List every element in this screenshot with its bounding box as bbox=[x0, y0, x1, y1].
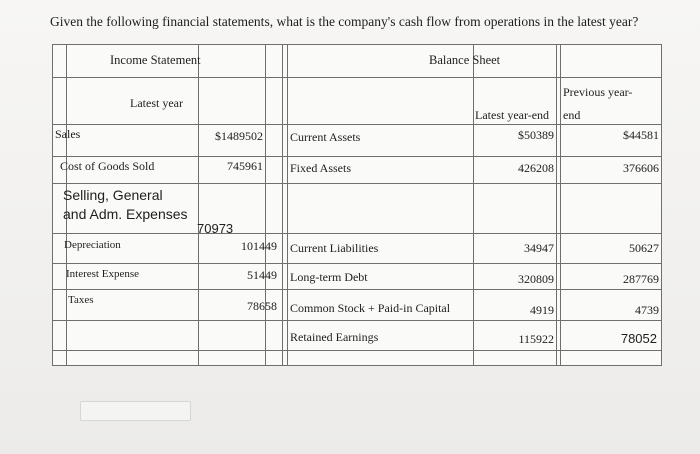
common-stock-label: Common Stock + Paid-in Capital bbox=[290, 301, 451, 315]
fixed-assets-latest: 426208 bbox=[518, 161, 554, 175]
balance-sheet-header: Balance Sheet bbox=[429, 53, 501, 67]
long-term-debt-latest: 320809 bbox=[518, 272, 554, 286]
latest-year-end-header: Latest year-end bbox=[475, 108, 550, 122]
current-assets-label: Current Assets bbox=[290, 130, 361, 144]
retained-earnings-latest: 115922 bbox=[518, 332, 554, 346]
current-assets-previous: $44581 bbox=[623, 128, 659, 142]
long-term-debt-label: Long-term Debt bbox=[290, 270, 368, 284]
interest-expense-value: 51449 bbox=[247, 268, 277, 282]
depreciation-value: 101449 bbox=[241, 239, 277, 253]
current-liabilities-latest: 34947 bbox=[524, 241, 554, 255]
financial-statements-table bbox=[52, 44, 662, 366]
sga-label: Selling, General bbox=[63, 187, 163, 203]
sga-label-cont: and Adm. Expenses bbox=[63, 206, 188, 222]
previous-year-end-header-cont: end bbox=[563, 108, 581, 122]
current-assets-latest: $50389 bbox=[518, 128, 554, 142]
latest-year-header: Latest year bbox=[130, 96, 183, 110]
taxes-label: Taxes bbox=[68, 294, 94, 306]
question-text: Given the following financial statements, what is the company's cash flow from operations in the latest year? bbox=[50, 14, 639, 29]
previous-year-end-header: Previous year- bbox=[563, 85, 633, 99]
sales-label: Sales bbox=[55, 127, 81, 141]
depreciation-label: Depreciation bbox=[64, 239, 121, 251]
fixed-assets-label: Fixed Assets bbox=[290, 161, 352, 175]
common-stock-latest: 4919 bbox=[530, 303, 554, 317]
interest-expense-label: Interest Expense bbox=[66, 268, 139, 280]
taxes-value: 78658 bbox=[247, 299, 277, 313]
long-term-debt-previous: 287769 bbox=[623, 272, 659, 286]
current-liabilities-previous: 50627 bbox=[629, 241, 659, 255]
sga-value: 70973 bbox=[197, 221, 234, 236]
income-statement-header: Income Statement bbox=[110, 53, 201, 67]
sales-value: $1489502 bbox=[215, 129, 263, 143]
cogs-value: 745961 bbox=[227, 159, 263, 173]
common-stock-previous: 4739 bbox=[635, 303, 659, 317]
fixed-assets-previous: 376606 bbox=[623, 161, 659, 175]
retained-earnings-previous: 78052 bbox=[620, 331, 657, 346]
cogs-label: Cost of Goods Sold bbox=[60, 159, 155, 173]
current-liabilities-label: Current Liabilities bbox=[290, 241, 379, 255]
answer-input[interactable] bbox=[80, 401, 191, 421]
retained-earnings-label: Retained Earnings bbox=[290, 330, 379, 344]
